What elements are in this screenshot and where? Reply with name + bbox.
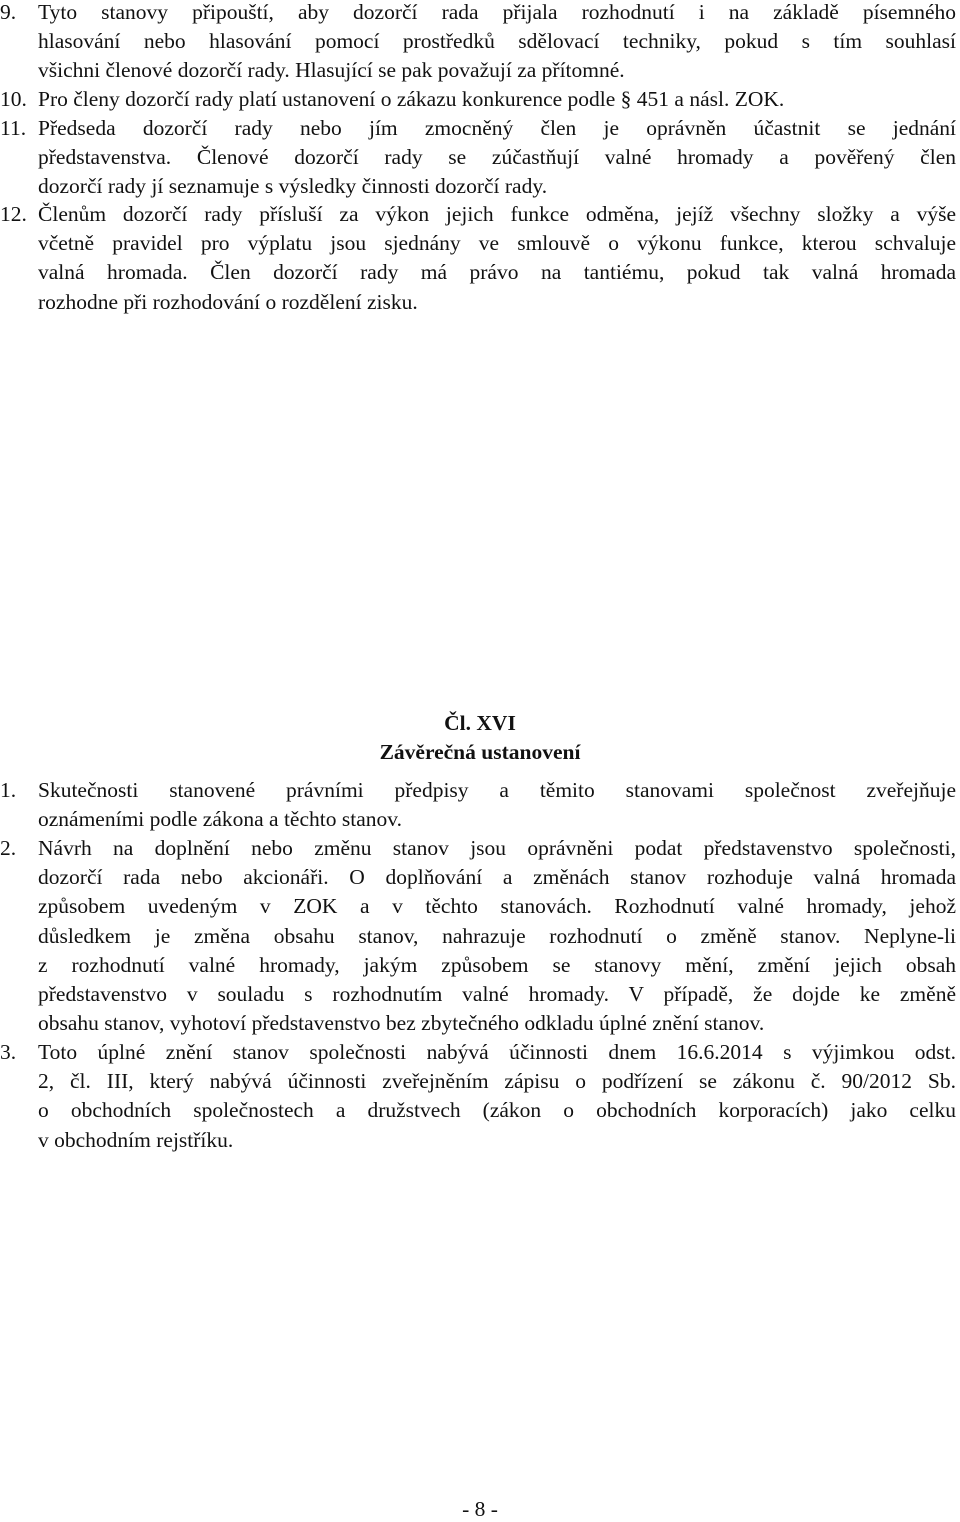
item-number: 3. [0, 1040, 17, 1064]
paragraph [0, 0, 960, 86]
paragraph [0, 114, 960, 202]
paragraph [0, 776, 960, 834]
item-number: 10. [0, 87, 27, 111]
item-number: 9. [0, 0, 17, 24]
text-line: valná hromada. Člen dozorčí rady má právo na tantiému, pokud tak valná hromada [38, 260, 956, 285]
item-number: 12. [0, 202, 27, 226]
text-line: Předseda dozorčí rady nebo jím zmocněný člen je oprávněn účastnit se jednání [38, 116, 956, 140]
text-line: všichni členové dozorčí rady. Hlasující se pak považují za přítomné. [38, 58, 625, 83]
text-line: rozhodne při rozhodování o rozdělení zisku. [38, 289, 418, 314]
text-line: Skutečnosti stanovené právními předpisy a těmito stanovami společnost zveřejňuje [38, 778, 956, 802]
text-line: Tyto stanovy připouští, aby dozorčí rada přijala rozhodnutí i na základě písemného [38, 0, 956, 24]
item-number: 1. [0, 778, 17, 802]
final-provisions-item-3 [0, 1038, 960, 1155]
supervisory-board-item-10 [0, 85, 960, 114]
text-line: představenstva. Členové dozorčí rady se zúčastňují valné hromady a pověřený člen [38, 145, 956, 170]
page-number: - 8 - [462, 1497, 498, 1521]
text-line: Pro členy dozorčí rady platí ustanovení o zákazu konkurence podle § 451 a násl. ZOK. [38, 87, 785, 111]
text-line: v obchodním rejstříku. [38, 1127, 234, 1152]
supervisory-board-item-12 [0, 200, 960, 317]
text-line: Členům dozorčí rady přísluší za výkon jejich funkce odměna, jejíž všechny složky a výše [38, 202, 956, 226]
final-provisions-item-2 [0, 834, 960, 1038]
supervisory-board-item-11 [0, 114, 960, 202]
text-line: způsobem uvedeným v ZOK a v těchto stanovách. Rozhodnutí valné hromady, jehož [38, 894, 956, 919]
text-line: představenstvo v souladu s rozhodnutím valné hromady. V případě, že dojde ke změně [38, 982, 956, 1007]
text-line: včetně pravidel pro výplatu jsou sjednány ve smlouvě o výkonu funkce, kterou schvaluje [38, 231, 956, 256]
text-line: důsledkem je změna obsahu stanov, nahrazuje rozhodnutí o změně stanov. Neplyne-li [38, 923, 956, 948]
supervisory-board-item-9 [0, 0, 960, 86]
item-number: 11. [0, 116, 27, 140]
text-line: dozorčí rady jí seznamuje s výsledky činnosti dozorčí rady. [38, 174, 548, 199]
text-line: o obchodních společnostech a družstvech (zákon o obchodních korporacích) jako celku [38, 1098, 956, 1123]
paragraph [0, 85, 960, 114]
text-line: Toto úplné znění stanov společnosti nabývá účinnosti dnem 16.6.2014 s výjimkou odst. [38, 1040, 956, 1064]
text-line: obsahu stanov, vyhotoví představenstvo bez zbytečného odkladu úplné znění stanov. [38, 1011, 765, 1036]
article-number-heading: Čl. XVI [444, 711, 516, 735]
text-line: dozorčí rada nebo akcionáři. O doplňování a změnách stanov rozhoduje valná hromada [38, 865, 956, 890]
text-line: z rozhodnutí valné hromady, jakým způsobem se stanovy mění, změní jejich obsah [38, 952, 956, 977]
text-line: hlasování nebo hlasování pomocí prostředků sdělovací techniky, pokud s tím souhlasí [38, 29, 956, 54]
paragraph [0, 1038, 960, 1155]
item-number: 2. [0, 836, 17, 860]
text-line: Návrh na doplnění nebo změnu stanov jsou oprávněni podat představenstvo společnosti, [38, 836, 956, 860]
final-provisions-item-1 [0, 776, 960, 834]
text-line: 2, čl. III, který nabývá účinnosti zveřejněním zápisu o podřízení se zákonu č. 90/2012 Sb. [38, 1069, 956, 1094]
article-title-heading: Závěrečná ustanovení [379, 740, 581, 764]
paragraph [0, 834, 960, 1038]
paragraph [0, 200, 960, 317]
text-line: oznámeními podle zákona a těchto stanov. [38, 807, 402, 832]
